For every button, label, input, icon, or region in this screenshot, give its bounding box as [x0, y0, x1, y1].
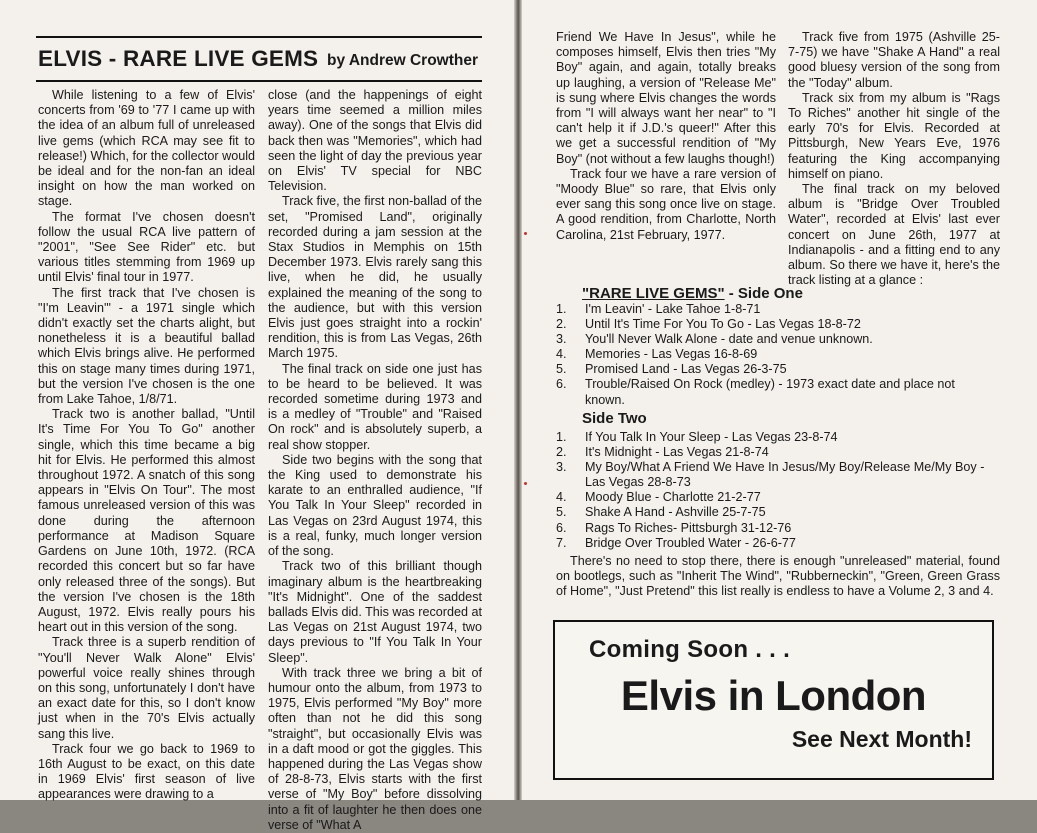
- track-title: It's Midnight - Las Vegas 21-8-74: [585, 445, 769, 460]
- paragraph: Track three is a superb rendition of "You'll Never Walk Alone" Elvis' powerful voice really shines through on this song, unfortunately I don't have an exact date for this, so I don't know just when in the 70's Elvis actually sang this live.: [38, 635, 255, 741]
- side-one-label: - Side One: [724, 285, 803, 302]
- article-column-4: [788, 30, 1000, 288]
- track-number: 3.: [556, 332, 567, 347]
- paragraph: The format I've chosen doesn't follow the usual RCA live pattern of "2001", "See See Rider" etc. but various titles stemming from 1969 up until Elvis' final tour in 1977.: [38, 209, 255, 285]
- track-title: Trouble/Raised On Rock (medley) - 1973 exact date and place not known.: [585, 377, 955, 407]
- paragraph: close (and the happenings of eight years time seemed a million miles away). One of the songs that Elvis did back then was "Memories", which had seen the light of day the previous year on Elvis' TV special for NBC Television.: [268, 88, 482, 194]
- track-title: If You Talk In Your Sleep - Las Vegas 23-8-74: [585, 430, 838, 444]
- list-item: [556, 377, 996, 407]
- closing-paragraph: There's no need to stop there, there is enough "unreleased" material, found on bootlegs, such as "Inherit The Wind", "Rubberneckin", "Green, Green Grass of Home", "Just Pretend" this list really is endless to have a Volume 2, 3 and 4.: [556, 554, 1000, 599]
- track-number: 6.: [556, 377, 567, 392]
- album-title: "RARE LIVE GEMS": [582, 285, 725, 302]
- paragraph: Track two is another ballad, "Until It's Time For You To Go" another single, which this time became a big hit for Elvis. He performed this almost throughout 1972. A snatch of this song appears in "Elvis On Tour". The most famous unreleased version of this was done during the afternoon performance at Madison Square Gardens on June 10th, 1972. (RCA recorded this concert but so far have only released three of the songs). But the version I've chosen is the 18th August, 1972. Elvis really pours his heart out in this version of the song.: [38, 407, 255, 635]
- article-column-2: [268, 88, 482, 833]
- article-title: ELVIS - RARE LIVE GEMS: [38, 46, 319, 71]
- track-number: 7.: [556, 535, 567, 550]
- paragraph: Side two begins with the song that the King used to demonstrate his karate to an enthralled audience, "If You Talk In Your Sleep" recorded in Las Vegas on 23rd August 1974, this is a real, funky, much longer version of the song.: [268, 452, 482, 559]
- paragraph: Track five from 1975 (Ashville 25-7-75) we have "Shake A Hand" a real good bluesy version of the song from the "Today" album.: [788, 30, 1000, 90]
- list-item: [556, 445, 996, 460]
- title-rule-top: [36, 36, 482, 38]
- paragraph: Track four we go back to 1969 to 16th August to be exact, on this date in 1969 Elvis' first season of live appearances were drawing to a: [38, 741, 255, 802]
- list-item: [556, 332, 996, 347]
- list-item: [556, 490, 996, 505]
- paragraph: Track six from my album is "Rags To Riches" another hit single of the early 70's for Elvis. Recorded at Pittsburgh, New Years Eve, 1976 featuring the King accompanying himself on piano.: [788, 90, 1000, 181]
- track-title: Rags To Riches- Pittsburgh 31-12-76: [585, 520, 792, 535]
- list-item: [556, 505, 996, 520]
- track-number: 1.: [556, 302, 567, 316]
- side-two-heading: Side Two: [582, 410, 647, 427]
- track-number: 2.: [556, 317, 567, 332]
- promo-headline: Elvis in London: [620, 672, 927, 719]
- track-title: I'm Leavin' - Lake Tahoe 1-8-71: [585, 302, 761, 316]
- list-item: [556, 536, 996, 551]
- side-two-list: [556, 430, 996, 551]
- list-item: [556, 302, 996, 317]
- margin-speck: [524, 482, 527, 485]
- track-title: Shake A Hand - Ashville 25-7-75: [585, 505, 766, 520]
- paragraph: Friend We Have In Jesus", while he composes himself, Elvis then tries "My Boy" again, and again, totally breaks up laughing, a version of "Release Me" is sung where Elvis changes the words from "I will always want her near" to "I can't help it if J.D.'s queer!" After this we get a successful rendition of "My Boy" (not without a few laughs though!): [556, 30, 776, 166]
- paragraph: Track two of this brilliant though imaginary album is the heartbreaking "It's Midnight". One of the saddest ballads Elvis did. This was recorded at Las Vegas on 21st August 1974, two days previous to "If You Talk In Your Sleep".: [268, 559, 482, 665]
- track-number: 5.: [556, 362, 567, 377]
- list-item: [556, 347, 996, 362]
- list-item: [556, 460, 996, 490]
- article-byline: by Andrew Crowther: [327, 52, 478, 69]
- article-column-3: [556, 30, 776, 243]
- paragraph: The final track on my beloved album is "Bridge Over Troubled Water", recorded at Elvis' last ever concert on June 26th, 1977 at Indianapolis - and a fitting end to any album. So there we have it, here's the track listing at a glance :: [788, 182, 1000, 288]
- track-title: You'll Never Walk Alone - date and venue unknown.: [585, 332, 873, 347]
- side-one-list: [556, 302, 996, 408]
- track-title: Promised Land - Las Vegas 26-3-75: [585, 362, 787, 377]
- track-title: My Boy/What A Friend We Have In Jesus/My Boy/Release Me/My Boy - Las Vegas 28-8-73: [585, 460, 985, 490]
- track-title: Until It's Time For You To Go - Las Vegas 18-8-72: [585, 317, 861, 332]
- list-item: [556, 317, 996, 332]
- list-item: [556, 430, 996, 445]
- paragraph: While listening to a few of Elvis' concerts from '69 to '77 I came up with the idea of an album full of unreleased live gems (which RCA may see fit to release!) Which, for the collector would be ideal and for the non-fan an ideal insight on how the man worked on stage.: [38, 88, 255, 209]
- coming-soon-text: Coming Soon . . .: [589, 636, 791, 663]
- promo-box: [553, 620, 994, 780]
- track-title: Bridge Over Troubled Water - 26-6-77: [585, 535, 796, 550]
- article-title-block: [38, 46, 482, 76]
- article-column-1: [38, 88, 255, 803]
- track-number: 5.: [556, 505, 567, 520]
- side-one-heading: [582, 285, 803, 302]
- title-rule-bottom: [36, 80, 482, 82]
- track-title: Memories - Las Vegas 16-8-69: [585, 347, 758, 362]
- left-page: [0, 0, 514, 832]
- list-item: [556, 362, 996, 377]
- track-number: 2.: [556, 445, 567, 460]
- track-number: 1.: [556, 430, 567, 444]
- page-gutter: [514, 0, 522, 800]
- track-number: 4.: [556, 490, 567, 505]
- paragraph: With track three we bring a bit of humour onto the album, from 1973 to 1975, Elvis performed "My Boy" more often than not he did this song "straight", but occasionally Elvis was in a daft mood or got the giggles. This happened during the Las Vegas show of 28-8-73, Elvis starts with the first verse of "My Boy" before dissolving into a fit of laughter he then does one verse of "What A: [268, 665, 482, 832]
- track-number: 6.: [556, 520, 567, 535]
- paragraph: Track five, the first non-ballad of the set, "Promised Land", originally recorded during a jam session at the Stax Studios in Memphis on 15th December 1973. Elvis rarely sang this live, when he did, he usually explained the meaning of the song to the audience, but with this version Elvis just goes straight into a rockin' rendition, this is from Las Vegas, 26th March 1975.: [268, 194, 482, 361]
- track-title: Moody Blue - Charlotte 21-2-77: [585, 490, 761, 505]
- list-item: [556, 521, 996, 536]
- paragraph: Track four we have a rare version of "Moody Blue" so rare, that Elvis only ever sang this song once live on stage. A good rendition, from Charlotte, North Carolina, 21st February, 1977.: [556, 166, 776, 242]
- paragraph: The final track on side one just has to be heard to be believed. It was recorded sometime during 1973 and is a medley of "Trouble" and "Raised On rock" and is absolutely superb, a real show stopper.: [268, 361, 482, 452]
- track-number: 4.: [556, 347, 567, 362]
- see-next-month-text: See Next Month!: [791, 726, 972, 752]
- margin-speck: [524, 232, 527, 235]
- track-number: 3.: [556, 460, 567, 475]
- paragraph: The first track that I've chosen is "I'm Leavin'" - a 1971 single which didn't exactly set the charts alight, but nonetheless it is a beautiful ballad which Elvis brings alive. He performed this on stage many times during 1971, but the version I've chosen is the one from Lake Tahoe, 1/8/71.: [38, 285, 255, 407]
